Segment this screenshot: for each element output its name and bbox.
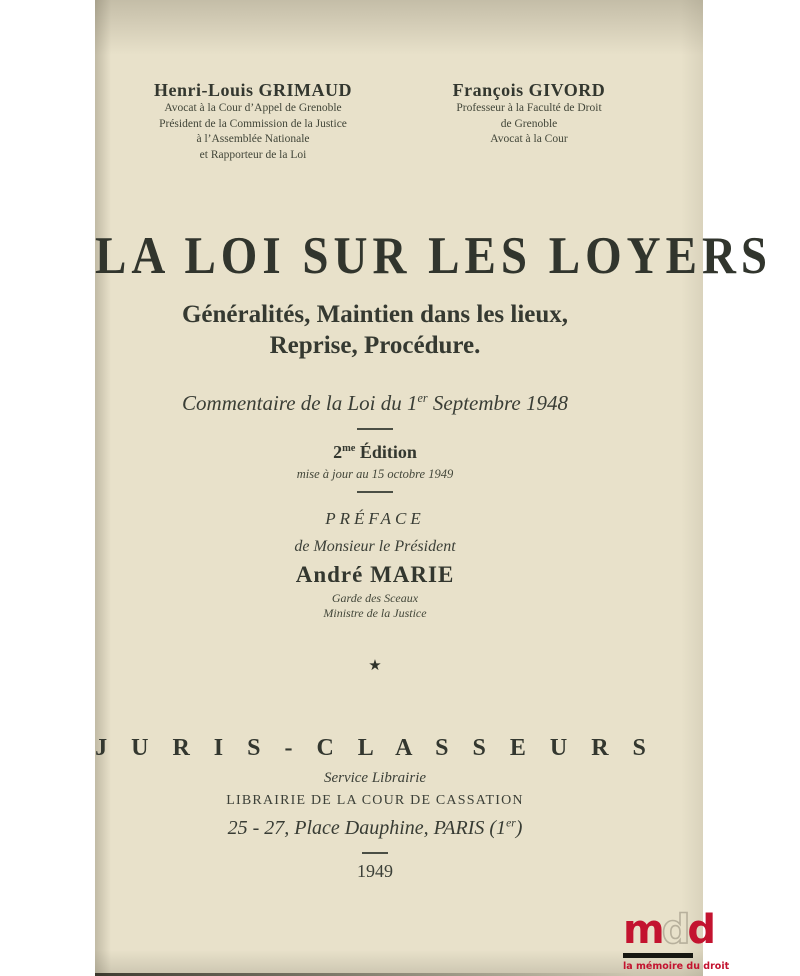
book-page (95, 0, 773, 976)
author-right-credential: Professeur à la Faculté de Droit (456, 102, 602, 114)
mdd-logo-bar (623, 953, 693, 958)
book-subtitle-line1: Généralités, Maintien dans les lieux, (181, 301, 569, 328)
preface-author-role: Garde des Sceaux (331, 591, 419, 605)
divider-rule (357, 491, 393, 493)
book-subtitle-line2: Reprise, Procédure. (269, 332, 481, 359)
author-right-block (411, 80, 647, 148)
book-subtitle (95, 299, 655, 361)
author-right-name: François GIVORD (452, 80, 606, 100)
superscript-er: er (506, 816, 516, 830)
author-left-credential: à l’Assemblée Nationale (196, 133, 310, 145)
divider-rule (362, 852, 388, 854)
mdd-letter-d: d (687, 907, 713, 953)
publisher-address: 25 - 27, Place Dauphine, PARIS (1er) (227, 816, 523, 839)
author-right-credential: de Grenoble (500, 117, 558, 130)
author-left-credential: et Rapporteur de la Loi (199, 148, 307, 161)
publisher-service-line: Service Librairie (323, 770, 427, 786)
author-left-name: Henri-Louis GRIMAUD (154, 80, 352, 100)
mdd-logo-letters (623, 907, 713, 953)
edition-line: $2^{me}$ Édition (333, 442, 417, 462)
author-right-credential: Avocat à la Cour (490, 133, 568, 145)
publisher-librairie-line: LIBRAIRIE DE LA COUR DE CASSATION (226, 793, 524, 808)
mdd-watermark-logo (623, 907, 730, 972)
preface-author-name: André MARIE (295, 562, 455, 587)
publisher-name: J U R I S - C L A S S E U R S (95, 735, 655, 761)
authors-section (95, 80, 655, 165)
mdd-letter-d-outline: d (661, 907, 688, 953)
edition-update-note: mise à jour au 15 octobre 1949 (296, 467, 454, 481)
divider-rule (357, 428, 393, 430)
mdd-logo-tagline: la mémoire du droit (623, 961, 730, 972)
star-ornament-icon: ★ (368, 658, 382, 674)
author-left-credential: Président de la Commission de la Justice (159, 117, 347, 130)
commentary-line: Commentaire de la Loi du 1er Septembre 1948 (182, 391, 568, 415)
author-left-credential: Avocat à la Cour d’Appel de Grenoble (164, 102, 342, 114)
mdd-letter-m: m (623, 907, 662, 953)
preface-author-role: Ministre de la Justice (323, 605, 427, 620)
preface-heading: PRÉFACE (325, 509, 425, 528)
preface-byline: de Monsieur le Président (294, 538, 456, 555)
author-left-block (123, 80, 383, 163)
superscript-me: me (342, 443, 356, 454)
book-title: LA LOI SUR LES LOYERS (95, 226, 773, 286)
superscript-er: er (417, 391, 428, 405)
publication-year: 1949 (357, 861, 393, 881)
